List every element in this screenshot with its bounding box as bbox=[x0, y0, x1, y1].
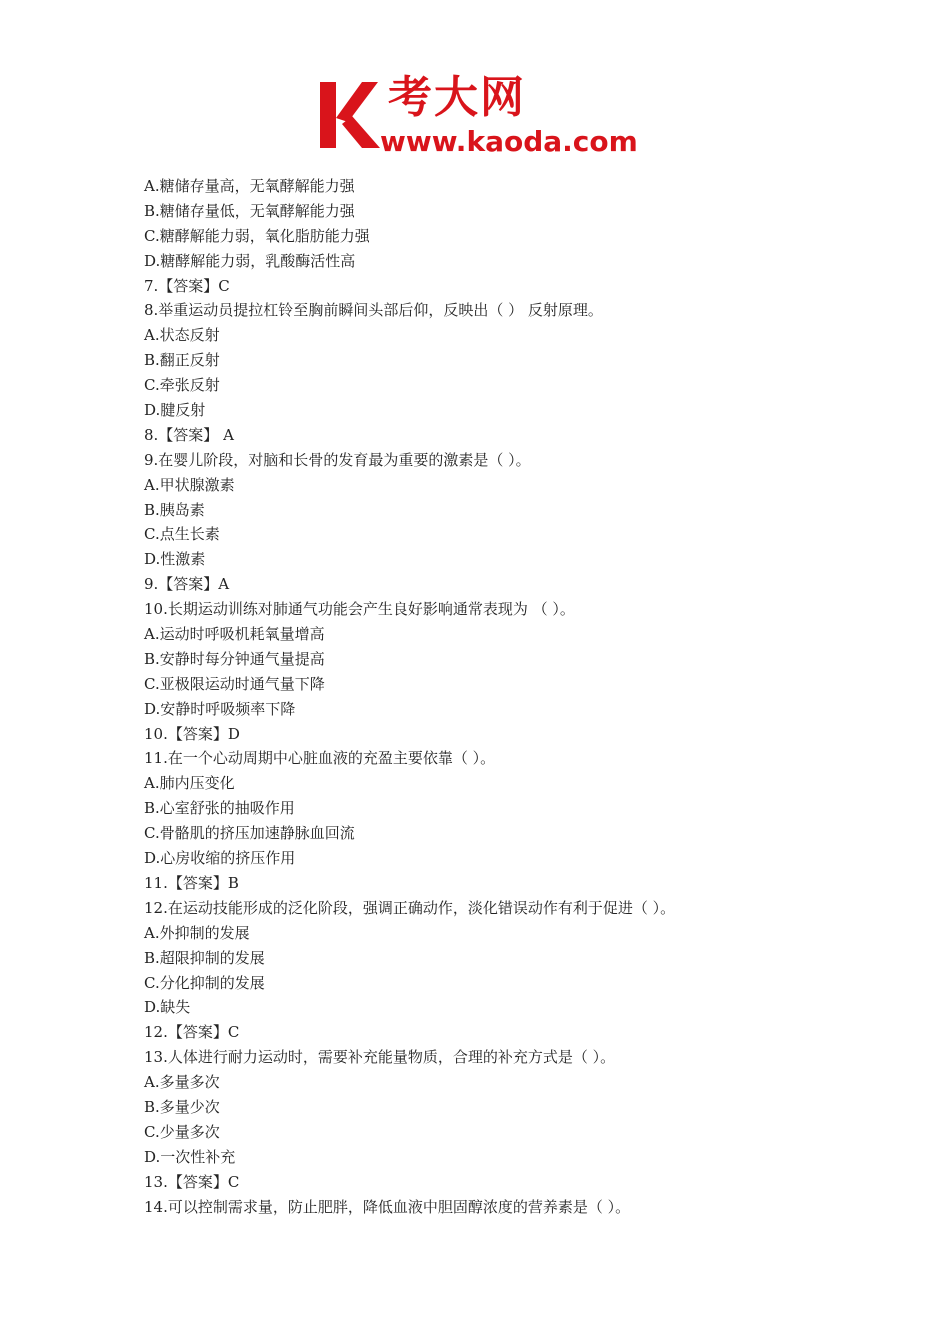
text-line: A.甲状腺激素 bbox=[144, 475, 235, 494]
text-line: A.状态反射 bbox=[144, 326, 220, 345]
text-line: B.胰岛素 bbox=[144, 500, 205, 519]
text-line: 9.【答案】A bbox=[144, 575, 230, 594]
text-line: 10.长期运动训练对肺通气功能会产生良好影响通常表现为 （ ）。 bbox=[144, 600, 575, 619]
text-line: B.安静时每分钟通气量提高 bbox=[144, 649, 325, 668]
text-line: 8.举重运动员提拉杠铃至胸前瞬间头部后仰，反映出（ ） 反射原理。 bbox=[144, 301, 603, 320]
text-line: C.少量多次 bbox=[144, 1122, 220, 1141]
question-list bbox=[144, 174, 904, 1219]
text-line: 11.【答案】B bbox=[144, 873, 239, 892]
text-line: A.外抑制的发展 bbox=[144, 923, 250, 942]
text-line: 10.【答案】D bbox=[144, 724, 240, 743]
brand-url: www.kaoda.com bbox=[380, 125, 638, 158]
text-line: A.肺内压变化 bbox=[144, 774, 235, 793]
text-line: 11.在一个心动周期中心脏血液的充盈主要依靠（ ）。 bbox=[144, 749, 496, 768]
text-line: C.点生长素 bbox=[144, 525, 220, 544]
text-line: D.糖酵解能力弱，乳酸酶活性高 bbox=[144, 251, 356, 270]
text-line: 12.【答案】C bbox=[144, 1023, 240, 1042]
text-line: 14.可以控制需求量，防止肥胖，降低血液中胆固醇浓度的营养素是（ ）。 bbox=[144, 1197, 631, 1216]
text-line: A.多量多次 bbox=[144, 1073, 220, 1092]
text-line: 13.人体进行耐力运动时，需要补充能量物质，合理的补充方式是（ ）。 bbox=[144, 1048, 616, 1067]
text-line: D.性激素 bbox=[144, 550, 206, 569]
text-line: D.心房收缩的挤压作用 bbox=[144, 849, 296, 868]
text-line: 8.【答案】 A bbox=[144, 425, 234, 444]
text-line: B.超限抑制的发展 bbox=[144, 948, 265, 967]
text-line: C.亚极限运动时通气量下降 bbox=[144, 674, 325, 693]
text-line: 7.【答案】C bbox=[144, 276, 230, 295]
text-line: B.心室舒张的抽吸作用 bbox=[144, 799, 295, 818]
brand-chinese-name: 考大网 bbox=[388, 72, 526, 123]
text-line: C.分化抑制的发展 bbox=[144, 973, 265, 992]
kaoda-logo[interactable] bbox=[318, 72, 648, 164]
text-line: B.糖储存量低，无氧酵解能力强 bbox=[144, 201, 355, 220]
text-line: 12.在运动技能形成的泛化阶段，强调正确动作，淡化错误动作有利于促进（ ）。 bbox=[144, 898, 676, 917]
text-line: D.一次性补充 bbox=[144, 1147, 236, 1166]
text-line: C.牵张反射 bbox=[144, 376, 220, 395]
text-line: B.多量少次 bbox=[144, 1097, 220, 1116]
text-line: D.缺失 bbox=[144, 998, 191, 1017]
text-line: D.腱反射 bbox=[144, 401, 206, 420]
text-line: 13.【答案】C bbox=[144, 1172, 240, 1191]
text-line: A.糖储存量高，无氧酵解能力强 bbox=[144, 177, 355, 195]
text-line: B.翻正反射 bbox=[144, 351, 220, 370]
text-line: A.运动时呼吸机耗氧量增高 bbox=[144, 625, 325, 644]
text-line: D.安静时呼吸频率下降 bbox=[144, 699, 296, 718]
text-line: C.骨骼肌的挤压加速静脉血回流 bbox=[144, 824, 355, 843]
k-logo-icon bbox=[318, 78, 380, 152]
text-line: C.糖酵解能力弱，氧化脂肪能力强 bbox=[144, 226, 370, 245]
text-line: 9.在婴儿阶段，对脑和长骨的发育最为重要的激素是（ ）。 bbox=[144, 450, 531, 469]
